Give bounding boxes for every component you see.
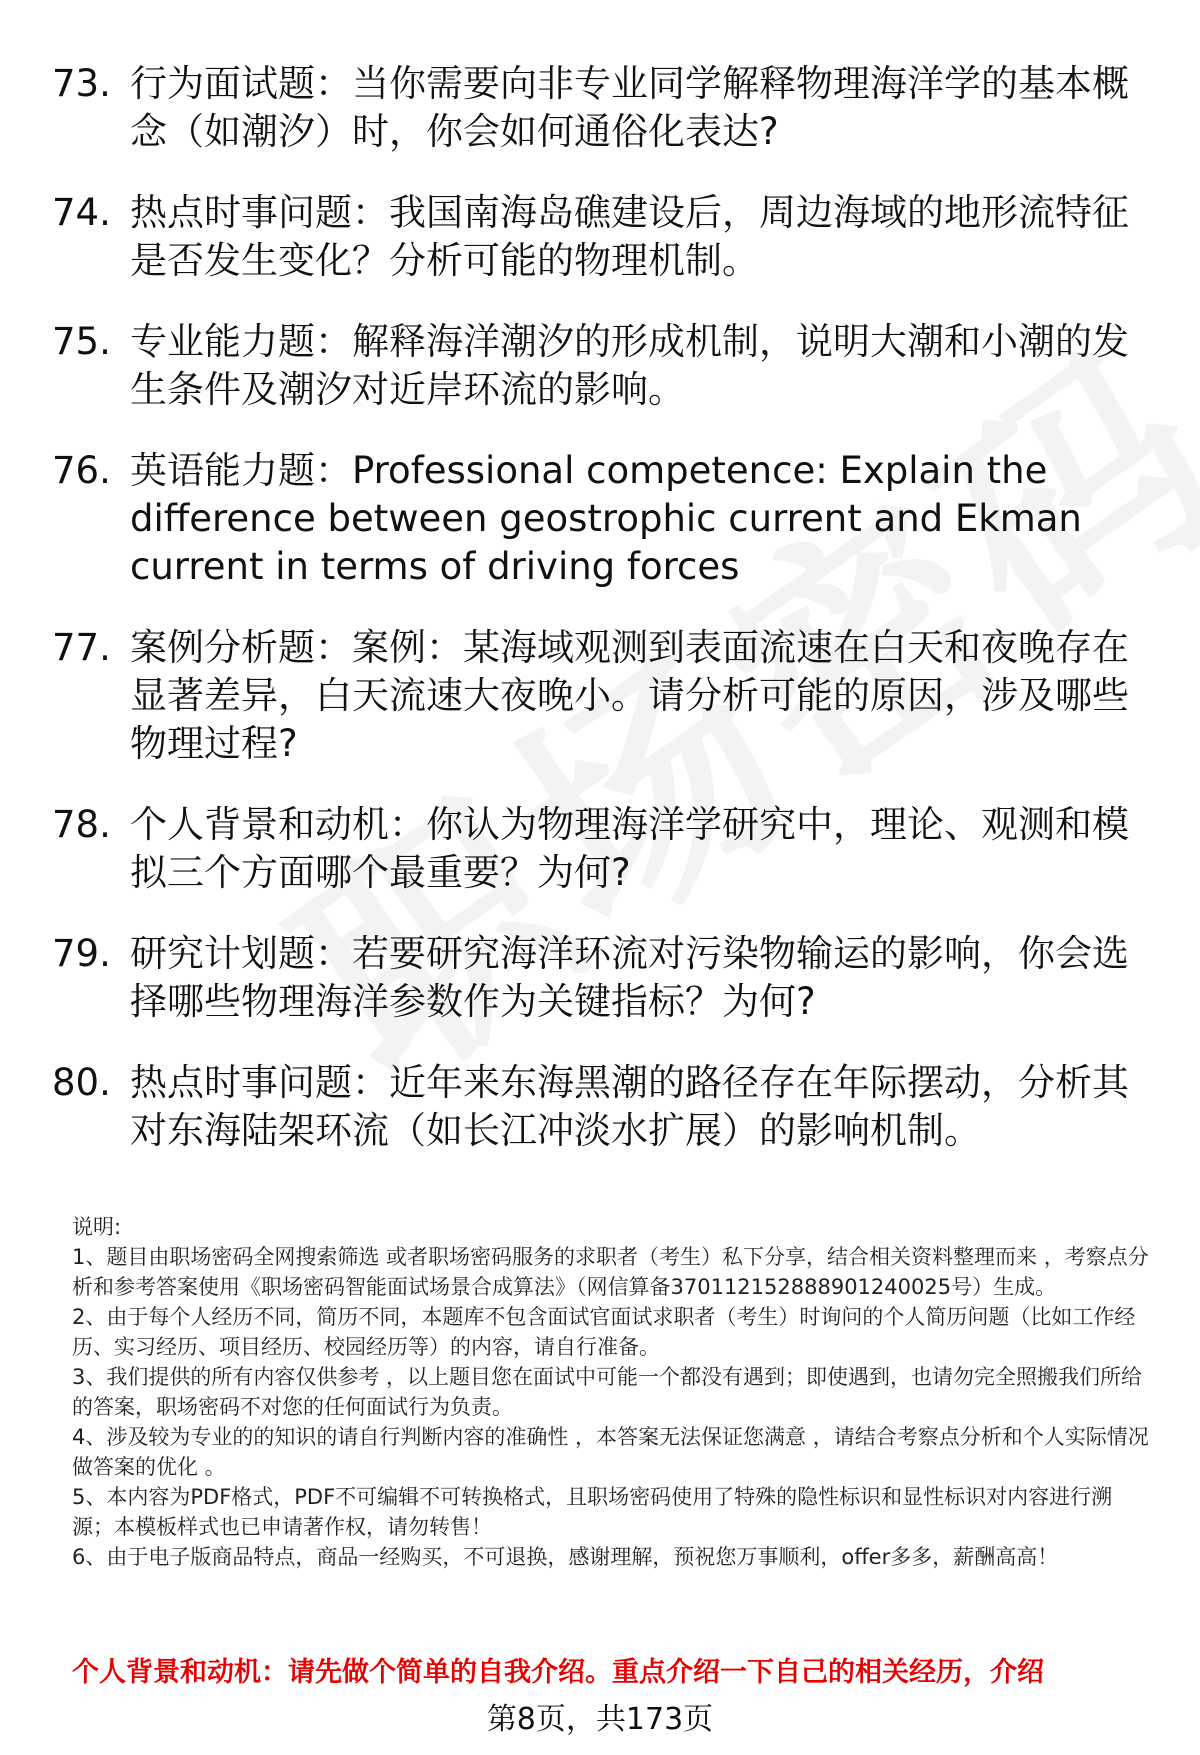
- question-item: [52, 447, 1152, 591]
- question-text: 行为面试题：当你需要向非专业同学解释物理海洋学的基本概念（如潮汐）时，你会如何通俗化表达?: [130, 62, 1129, 153]
- next-question-preview: 个人背景和动机：请先做个简单的自我介绍。重点介绍一下自己的相关经历，介绍: [72, 1657, 1044, 1688]
- question-number: 76.: [52, 449, 111, 492]
- question-number: 74.: [52, 191, 111, 234]
- note-item: 3、我们提供的所有内容仅供参考 ，以上题目您在面试中可能一个都没有遇到；即使遇到，也请勿完全照搬我们所给的答案，职场密码不对您的任何面试行为负责。: [72, 1365, 1143, 1419]
- question-text: 个人背景和动机：你认为物理海洋学研究中，理论、观测和模拟三个方面哪个最重要？为何?: [130, 803, 1129, 894]
- question-item: [52, 801, 1152, 897]
- question-number: 80.: [52, 1061, 111, 1104]
- question-item: [52, 624, 1152, 768]
- question-item: [52, 930, 1152, 1026]
- question-text: 热点时事问题：近年来东海黑潮的路径存在年际摆动，分析其对东海陆架环流（如长江冲淡水扩展）的影响机制。: [130, 1061, 1129, 1152]
- question-list: [52, 60, 1152, 1188]
- question-number: 77.: [52, 626, 111, 669]
- note-item: 6、由于电子版商品特点，商品一经购买，不可退换，感谢理解，预祝您万事顺利，offer多多，薪酬高高！: [72, 1545, 1059, 1569]
- question-number: 75.: [52, 320, 111, 363]
- note-item: 4、涉及较为专业的的知识的请自行判断内容的准确性 ，本答案无法保证您满意 ，请结合考察点分析和个人实际情况做答案的优化 。: [72, 1425, 1149, 1479]
- question-text: 案例分析题：案例：某海域观测到表面流速在白天和夜晚存在显著差异，白天流速大夜晚小。请分析可能的原因，涉及哪些物理过程?: [130, 626, 1129, 765]
- note-item: 2、由于每个人经历不同，简历不同，本题库不包含面试官面试求职者（考生）时询问的个人简历问题（比如工作经历、实习经历、项目经历、校园经历等）的内容，请自行准备。: [72, 1305, 1136, 1359]
- question-text: 热点时事问题：我国南海岛礁建设后，周边海域的地形流特征是否发生变化？分析可能的物理机制。: [130, 191, 1129, 282]
- page-number: 第8页，共173页: [486, 1702, 714, 1737]
- question-item: [52, 318, 1152, 414]
- question-number: 73.: [52, 62, 111, 105]
- question-text: 英语能力题：Professional competence: Explain the difference between geostrophic current and Ekman current in terms of driving forces: [130, 449, 1082, 588]
- question-item: [52, 60, 1152, 156]
- question-number: 78.: [52, 803, 111, 846]
- question-text: 研究计划题：若要研究海洋环流对污染物输运的影响，你会选择哪些物理海洋参数作为关键指标？为何?: [130, 932, 1129, 1023]
- note-item: 1、题目由职场密码全网搜索筛选 或者职场密码服务的求职者（考生）私下分享，结合相关资料整理而来 ，考察点分析和参考答案使用《职场密码智能面试场景合成算法》（网信算备370112152888901240025号）生成。: [72, 1245, 1149, 1299]
- question-item: [52, 189, 1152, 285]
- notes-title: 说明:: [72, 1215, 122, 1239]
- notes-section: [72, 1212, 1152, 1572]
- note-item: 5、本内容为PDF格式，PDF不可编辑不可转换格式，且职场密码使用了特殊的隐性标识和显性标识对内容进行溯源；本模板样式也已申请著作权，请勿转售！: [72, 1485, 1113, 1539]
- question-text: 专业能力题：解释海洋潮汐的形成机制，说明大潮和小潮的发生条件及潮汐对近岸环流的影响。: [130, 320, 1129, 411]
- question-item: [52, 1059, 1152, 1155]
- question-number: 79.: [52, 932, 111, 975]
